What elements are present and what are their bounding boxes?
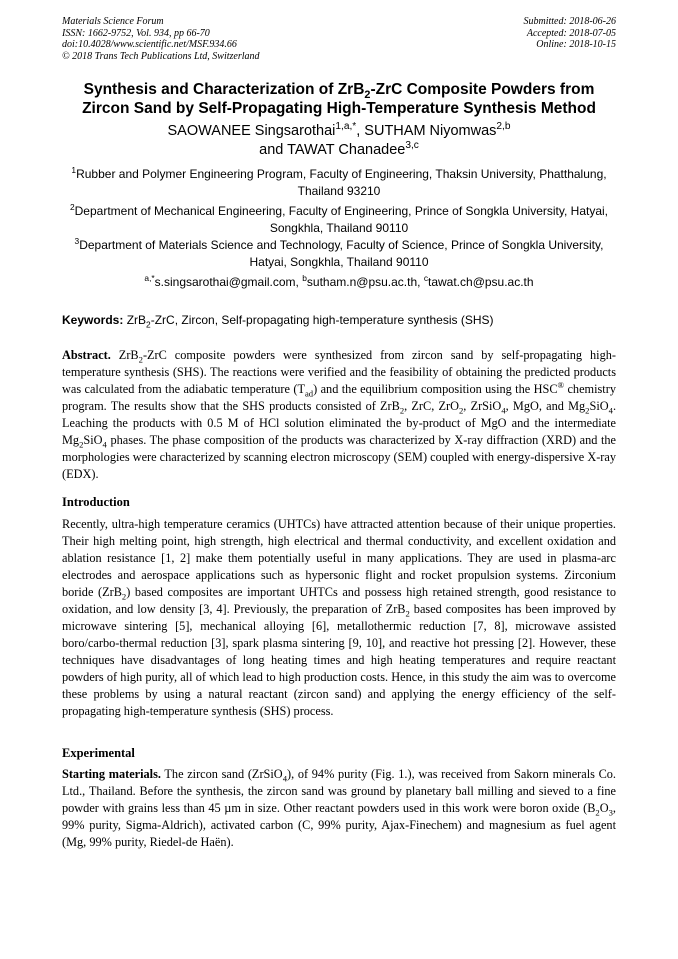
keywords-label: Keywords: (62, 313, 124, 327)
starting-materials-label: Starting materials. (62, 767, 161, 781)
author-1: SAOWANEE Singsarothai (167, 123, 336, 139)
affiliation-2: $^2$Department of Mechanical Engineering, Faculty of Engineering, Prince of Songkla University, Hatyai, Songkhla, Thailand 90110 (69, 202, 609, 235)
section-heading-introduction: Introduction (62, 495, 130, 509)
abstract: Abstract. ZrB$_2$-ZrC composite powders were synthesized from zircon sand by self-propagating high-temperature synthesis (SHS). The reactions were verified and the feasibility of obtaining the predicted products was calculated from the adiabatic temperature $(T_{ad})$ and the equilibrium composition using the HSC® chemistry program. The results show that the SHS products consisted of ZrB$_2$, ZrC, ZrO$_2$, ZrSiO$_4$, MgO, and $Mg_2SiO_4$. Leaching the products with 0.5 M of HCl solution eliminated the by-product of MgO and the intermediate $Mg_2SiO_4$ phases. The phase composition of the products was characterized by X-ray diffraction (XRD) and the morphologies were characterized by scanning electron microscopy (SEM) coupled with energy-dispersive X-ray (EDX). (62, 348, 617, 481)
keywords: Keywords: ZrB$_2$-ZrC, Zircon, Self-propagating high-temperature synthesis (SHS) (62, 313, 494, 330)
email-2[interactable]: sutham.n@psu.ac.th, (306, 275, 424, 289)
journal-issn: ISSN: 1662-9752, Vol. 934, pp 66-70 (62, 27, 210, 39)
affiliation-1: $^1$Rubber and Polymer Engineering Program, Faculty of Engineering, Thaksin University, Phatthalung, Thailand 93210 (71, 165, 607, 198)
email-1[interactable]: s.singsarothai@gmail.com, (154, 275, 303, 289)
experimental-paragraph: Starting materials. The zircon sand (ZrSiO$_4$), of 94% purity (Fig. 1.), was received from Sakorn minerals Co. Ltd., Thailand. Before the synthesis, the zircon sand was ground by planetary ball milling and sieved to a fine powder with grains less than 45 µm in size. Other reactant powders used in this work were boron oxide ($B_2O_3$, 99% purity, Sigma-Aldrich), activated carbon (C, 99% purity, Ajax-Finechem) and magnesium as fuel agent (Mg, 99% purity, Riedel-de Haën). (62, 767, 617, 849)
section-heading-experimental: Experimental (62, 746, 135, 760)
author-2: SUTHAM Niyomwas (364, 123, 497, 139)
journal-copyright: © 2018 Trans Tech Publications Ltd, Switzerland (62, 50, 260, 62)
accepted-date: Accepted: 2018-07-05 (526, 27, 616, 39)
journal-header (62, 16, 260, 62)
abstract-label: Abstract. (62, 348, 111, 362)
online-date: Online: 2018-10-15 (536, 39, 616, 50)
email-3[interactable]: tawat.ch@psu.ac.th (428, 275, 534, 289)
author-emails: $^{a,*}$s.singsarothai@gmail.com, $^b$sutham.n@psu.ac.th, $^c$tawat.ch@psu.ac.th (144, 273, 534, 289)
submitted-date: Submitted: 2018-06-26 (523, 16, 616, 27)
dates-header (524, 16, 617, 51)
affiliation-3: $^3$Department of Materials Science and Technology, Faculty of Science, Prince of Songkla University, Hatyai, Songkhla, Thailand 90110 (74, 236, 604, 269)
journal-name: Materials Science Forum (62, 16, 164, 27)
introduction-paragraph: Recently, ultra-high temperature ceramics (UHTCs) have attracted attention because of their unique properties. Their high melting point, high strength, high electrical and thermal conductivity, and excellent oxidation and ablation resistance [1, 2] make them potentially useful in many applications. They are used in plasma-arc electrodes and aerospace applications such as hypersonic flight and rocket propulsion systems. Zirconium boride (ZrB$_2$) based composites are important UHTCs and possess high retained strength, good resistance to oxidation, and low density [3, 4]. Previously, the preparation of ZrB$_2$ based composites has been improved by microwave sintering [5], mechanical alloying [6], metallothermic reduction [7, 8], microwave assisted boro/carbo-thermal reduction [3], spark plasma sintering [9, 10], and reactive hot pressing [2]. However, these techniques have disadvantages of long heating times and high heating temperatures and require reactant powders of high purity, all of which lead to high production costs. Hence, in this study the aim was to overcome these problems by using a natural reactant (zircon sand) and applying the energy efficiency of the self-propagating high-temperature synthesis (SHS) process. (62, 517, 616, 718)
paper-title: Synthesis and Characterization of ZrB$_2$-ZrC Composite Powders from Zircon Sand by Self-Propagating High-Temperature Synthesis Method (82, 81, 596, 117)
author-3: TAWAT Chanadee (287, 142, 406, 158)
journal-doi: doi:10.4028/www.scientific.net/MSF.934.66 (62, 39, 237, 50)
authors: SAOWANEE Singsarothai$^{1,a,*}$, SUTHAM Niyomwas$^{2,b}$ and TAWAT Chanadee$^{3,c}$ (167, 121, 511, 158)
